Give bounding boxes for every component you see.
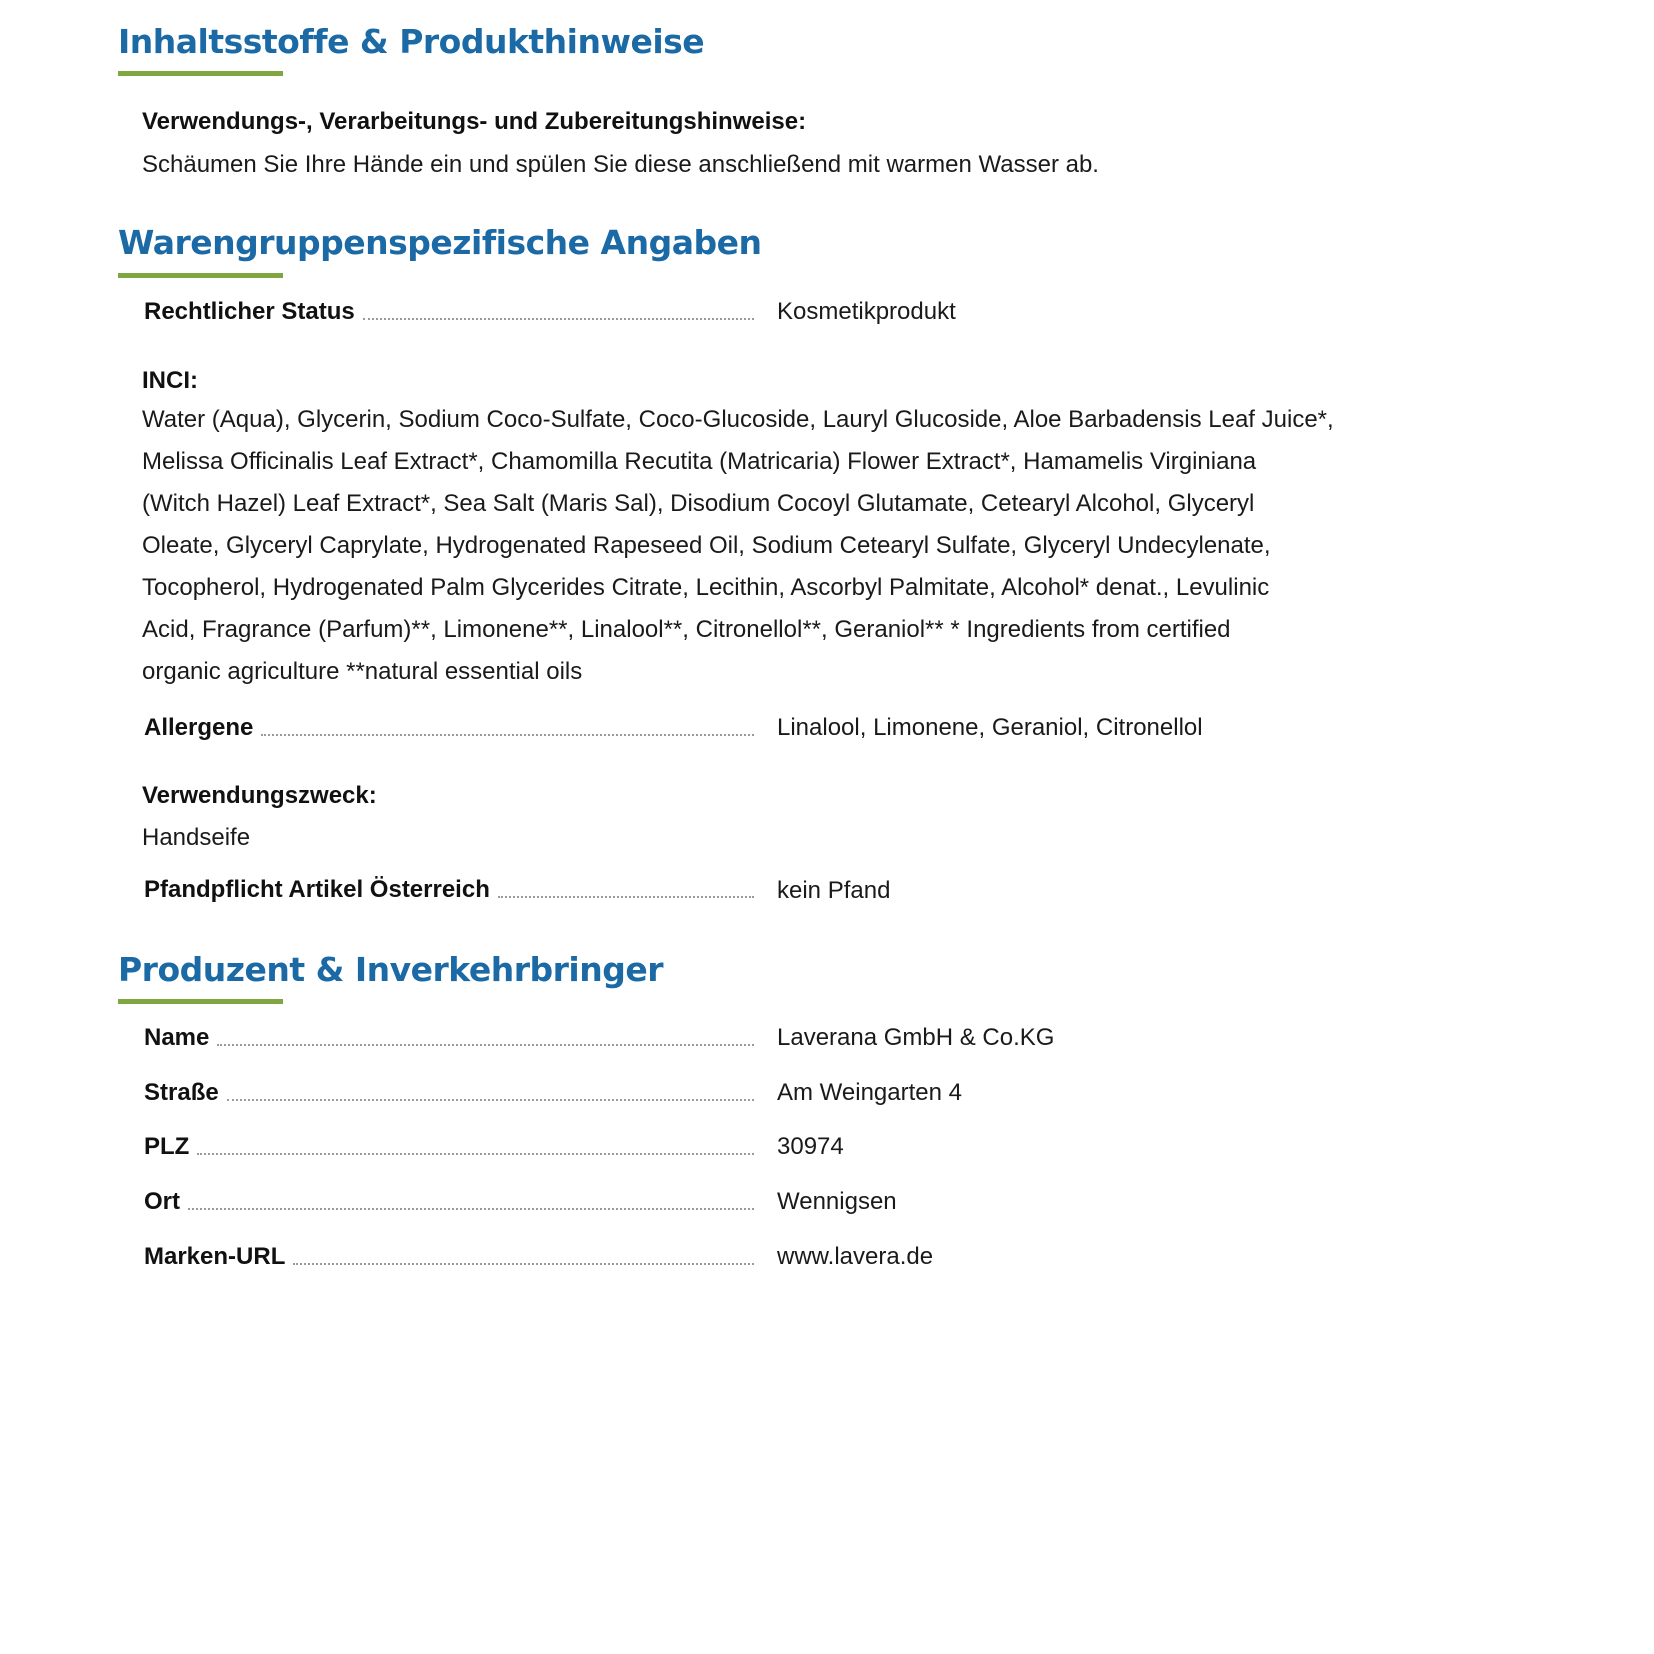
inci-label: INCI: bbox=[142, 367, 198, 394]
kv-key: Pfandpflicht Artikel Österreich bbox=[144, 876, 490, 903]
kv-row-deposit bbox=[144, 872, 754, 904]
dotted-leader bbox=[227, 1099, 754, 1101]
kv-row-brand-url bbox=[144, 1239, 754, 1271]
kv-value-allergens: Linalool, Limonene, Geraniol, Citronellol bbox=[777, 714, 1203, 741]
inci-line: Water (Aqua), Glycerin, Sodium Coco-Sulfate, Coco-Glucoside, Lauryl Glucoside, Aloe Barbadensis Leaf Juice*, bbox=[142, 406, 1334, 433]
kv-key: Straße bbox=[144, 1079, 219, 1106]
kv-value-name: Laverana GmbH & Co.KG bbox=[777, 1024, 1055, 1051]
kv-row-street bbox=[144, 1075, 754, 1107]
dotted-leader bbox=[293, 1263, 754, 1265]
purpose-label: Verwendungszweck: bbox=[142, 782, 377, 809]
kv-key: Allergene bbox=[144, 714, 254, 741]
kv-value-deposit: kein Pfand bbox=[777, 877, 891, 904]
kv-value-street: Am Weingarten 4 bbox=[777, 1079, 962, 1106]
dotted-leader bbox=[188, 1208, 754, 1210]
kv-row-legal-status bbox=[144, 294, 754, 326]
inci-line: Melissa Officinalis Leaf Extract*, Chamomilla Recutita (Matricaria) Flower Extract*, Hamamelis Virginiana bbox=[142, 448, 1257, 475]
section-underline bbox=[118, 999, 283, 1004]
dotted-leader bbox=[498, 896, 754, 898]
dotted-leader bbox=[217, 1044, 754, 1046]
inci-line: Acid, Fragrance (Parfum)**, Limonene**, Linalool**, Citronellol**, Geraniol** * Ingredients from certified bbox=[142, 616, 1231, 643]
inci-line: Tocopherol, Hydrogenated Palm Glycerides Citrate, Lecithin, Ascorbyl Palmitate, Alcohol* denat., Levulinic bbox=[142, 574, 1270, 601]
kv-value-zip: 30974 bbox=[777, 1133, 844, 1160]
kv-value-brand-url: www.lavera.de bbox=[777, 1243, 934, 1270]
inci-line: Oleate, Glyceryl Caprylate, Hydrogenated Rapeseed Oil, Sodium Cetearyl Sulfate, Glyceryl Undecylenate, bbox=[142, 532, 1271, 559]
dotted-leader bbox=[261, 734, 754, 736]
usage-label: Verwendungs-, Verarbeitungs- und Zubereitungshinweise: bbox=[142, 108, 807, 135]
section-title-category: Warengruppenspezifische Angaben bbox=[118, 223, 762, 262]
usage-text: Schäumen Sie Ihre Hände ein und spülen Sie diese anschließend mit warmen Wasser ab. bbox=[142, 151, 1099, 178]
kv-key: Name bbox=[144, 1024, 210, 1051]
kv-row-zip bbox=[144, 1129, 754, 1161]
kv-key: Rechtlicher Status bbox=[144, 298, 355, 325]
inci-line: organic agriculture **natural essential oils bbox=[142, 658, 583, 685]
kv-key: PLZ bbox=[144, 1133, 190, 1160]
section-title-ingredients: Inhaltsstoffe & Produkthinweise bbox=[118, 22, 705, 61]
kv-row-name bbox=[144, 1020, 754, 1052]
purpose-text: Handseife bbox=[142, 824, 251, 851]
dotted-leader bbox=[197, 1153, 754, 1155]
inci-line: (Witch Hazel) Leaf Extract*, Sea Salt (Maris Sal), Disodium Cocoyl Glutamate, Cetearyl Alcohol, Glyceryl bbox=[142, 490, 1255, 517]
section-underline bbox=[118, 71, 283, 76]
section-title-producer: Produzent & Inverkehrbringer bbox=[118, 950, 663, 989]
inci-text bbox=[142, 399, 1402, 693]
kv-key: Marken-URL bbox=[144, 1243, 286, 1270]
kv-key: Ort bbox=[144, 1188, 180, 1215]
dotted-leader bbox=[363, 318, 754, 320]
kv-row-allergens bbox=[144, 710, 754, 742]
kv-row-city bbox=[144, 1184, 754, 1216]
section-underline bbox=[118, 273, 283, 278]
kv-value-city: Wennigsen bbox=[777, 1188, 897, 1215]
kv-value-legal-status: Kosmetikprodukt bbox=[777, 298, 956, 325]
